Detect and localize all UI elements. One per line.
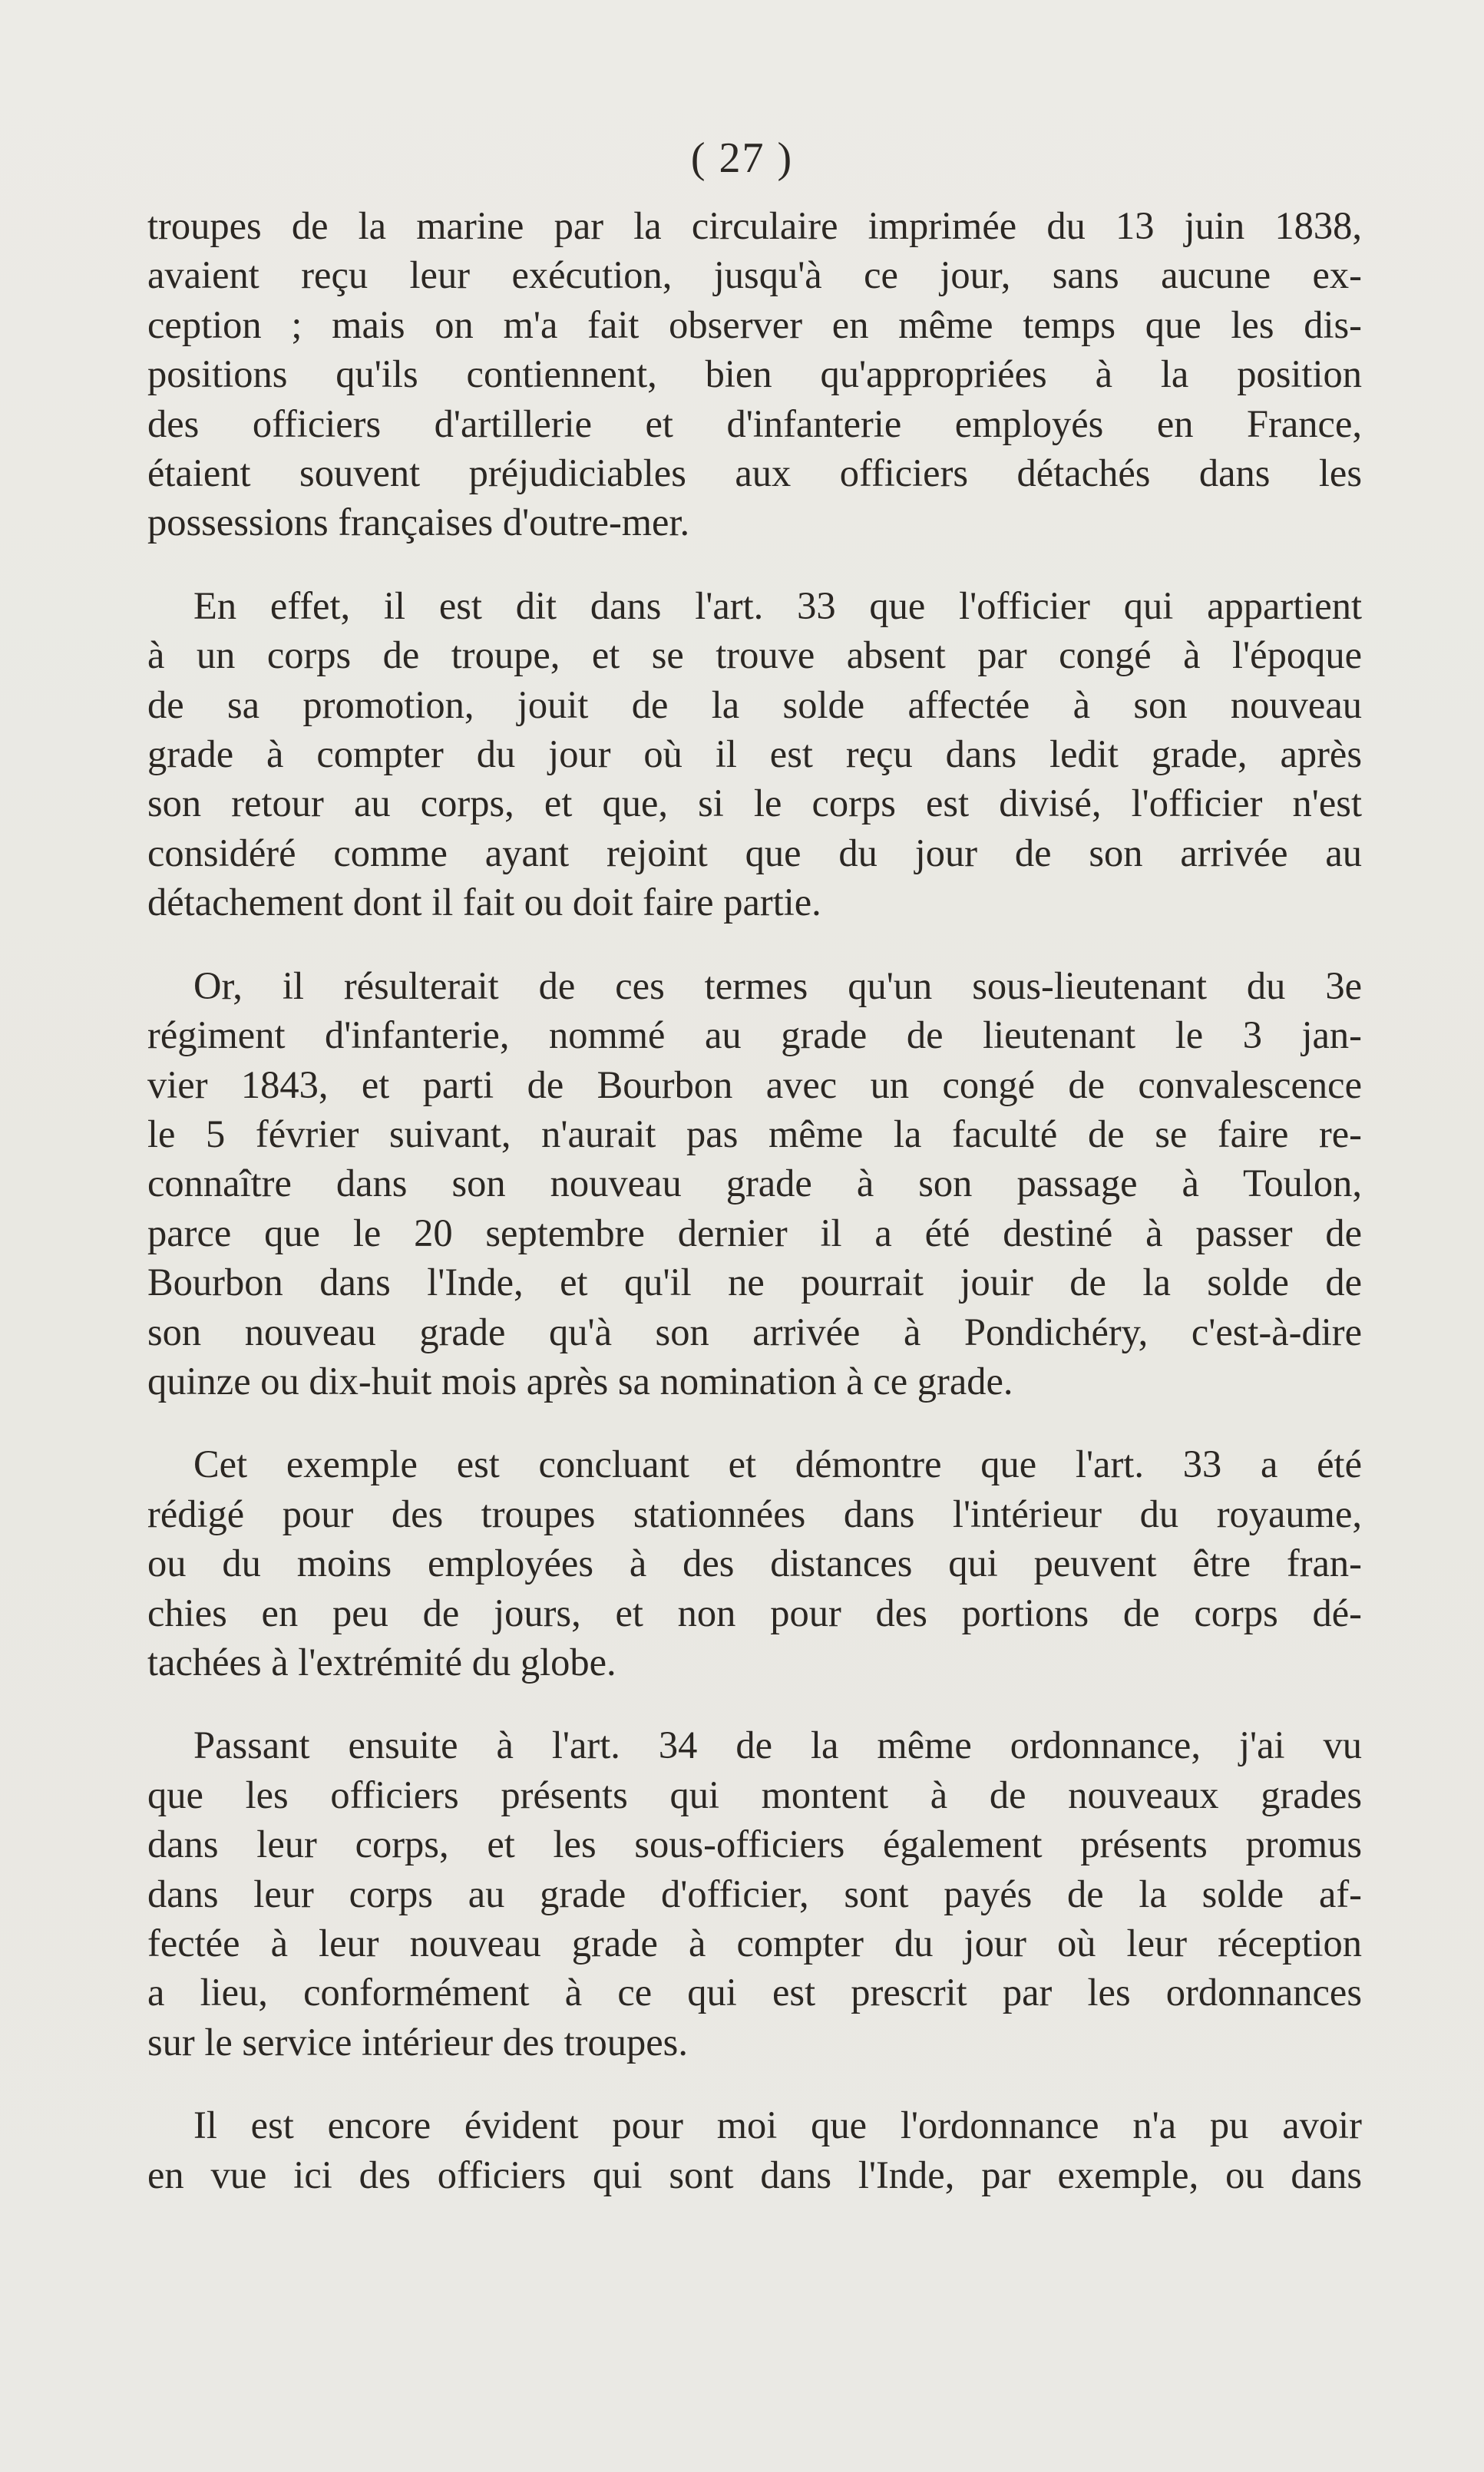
text-line: tachées à l'extrémité du globe. xyxy=(147,1640,616,1684)
text-line: En effet, il est dit dans l'art. 33 que l'officier qui appartient xyxy=(193,583,1362,627)
text-line: positions qu'ils contiennent, bien qu'appropriées à la position xyxy=(147,352,1362,396)
text-line: Il est encore évident pour moi que l'ordonnance n'a pu avoir xyxy=(193,2104,1362,2147)
text-line: que les officiers présents qui montent à de nouveaux grades xyxy=(147,1773,1362,1816)
text-line: chies en peu de jours, et non pour des portions de corps dé- xyxy=(147,1591,1362,1634)
text-line: ou du moins employées à des distances qui peuvent être fran- xyxy=(147,1542,1362,1585)
text-line: ception ; mais on m'a fait observer en même temps que les dis- xyxy=(147,302,1362,346)
text-line: son nouveau grade qu'à son arrivée à Pondichéry, c'est-à-dire xyxy=(147,1310,1362,1353)
paragraph-2 xyxy=(147,581,1362,927)
text-line: dans leur corps, et les sous-officiers également présents promus xyxy=(147,1823,1362,1866)
text-line: Passant ensuite à l'art. 34 de la même ordonnance, j'ai vu xyxy=(193,1723,1362,1767)
text-line: parce que le 20 septembre dernier il a été destiné à passer de xyxy=(147,1211,1362,1254)
body-text xyxy=(147,201,1362,2233)
paragraph-5 xyxy=(147,1720,1362,2067)
text-line: dans leur corps au grade d'officier, sont payés de la solde af- xyxy=(147,1872,1362,1915)
text-line: le 5 février suivant, n'aurait pas même la faculté de se faire re- xyxy=(147,1112,1362,1155)
text-line: Or, il résulterait de ces termes qu'un sous-lieutenant du 3e xyxy=(193,963,1362,1007)
text-line: fectée à leur nouveau grade à compter du jour où leur réception xyxy=(147,1922,1362,1965)
text-line: a lieu, conformément à ce qui est prescrit par les ordonnances xyxy=(147,1971,1362,2014)
text-line: Cet exemple est concluant et démontre que l'art. 33 a été xyxy=(193,1443,1362,1486)
text-line: quinze ou dix-huit mois après sa nomination à ce grade. xyxy=(147,1359,1013,1403)
text-line: des officiers d'artillerie et d'infanterie employés en France, xyxy=(147,402,1362,445)
paragraph-3 xyxy=(147,961,1362,1406)
text-line: avaient reçu leur exécution, jusqu'à ce jour, sans aucune ex- xyxy=(147,253,1362,297)
text-line: détachement dont il fait ou doit faire partie. xyxy=(147,881,821,924)
paragraph-1 xyxy=(147,201,1362,547)
text-line: à un corps de troupe, et se trouve absent par congé à l'époque xyxy=(147,633,1362,677)
text-line: vier 1843, et parti de Bourbon avec un congé de convalescence xyxy=(147,1062,1362,1106)
text-line: connaître dans son nouveau grade à son passage à Toulon, xyxy=(147,1162,1362,1205)
page-number: ( 27 ) xyxy=(690,134,794,182)
paragraph-4 xyxy=(147,1439,1362,1687)
text-line: son retour au corps, et que, si le corps est divisé, l'officier n'est xyxy=(147,782,1362,825)
text-line: considéré comme ayant rejoint que du jour de son arrivée au xyxy=(147,831,1362,874)
text-line: troupes de la marine par la circulaire imprimée du 13 juin 1838, xyxy=(147,204,1362,247)
text-line: régiment d'infanterie, nommé au grade de lieutenant le 3 jan- xyxy=(147,1013,1362,1057)
text-line: sur le service intérieur des troupes. xyxy=(147,2020,688,2064)
text-line: étaient souvent préjudiciables aux officiers détachés dans les xyxy=(147,451,1362,495)
text-line: possessions françaises d'outre-mer. xyxy=(147,501,690,544)
text-line: Bourbon dans l'Inde, et qu'il ne pourrait jouir de la solde de xyxy=(147,1261,1362,1304)
text-line: rédigé pour des troupes stationnées dans l'intérieur du royaume, xyxy=(147,1492,1362,1535)
text-line: grade à compter du jour où il est reçu dans ledit grade, après xyxy=(147,732,1362,776)
text-line: de sa promotion, jouit de la solde affectée à son nouveau xyxy=(147,682,1362,726)
paragraph-6 xyxy=(147,2100,1362,2199)
text-line: en vue ici des officiers qui sont dans l'Inde, par exemple, ou dans xyxy=(147,2153,1362,2196)
